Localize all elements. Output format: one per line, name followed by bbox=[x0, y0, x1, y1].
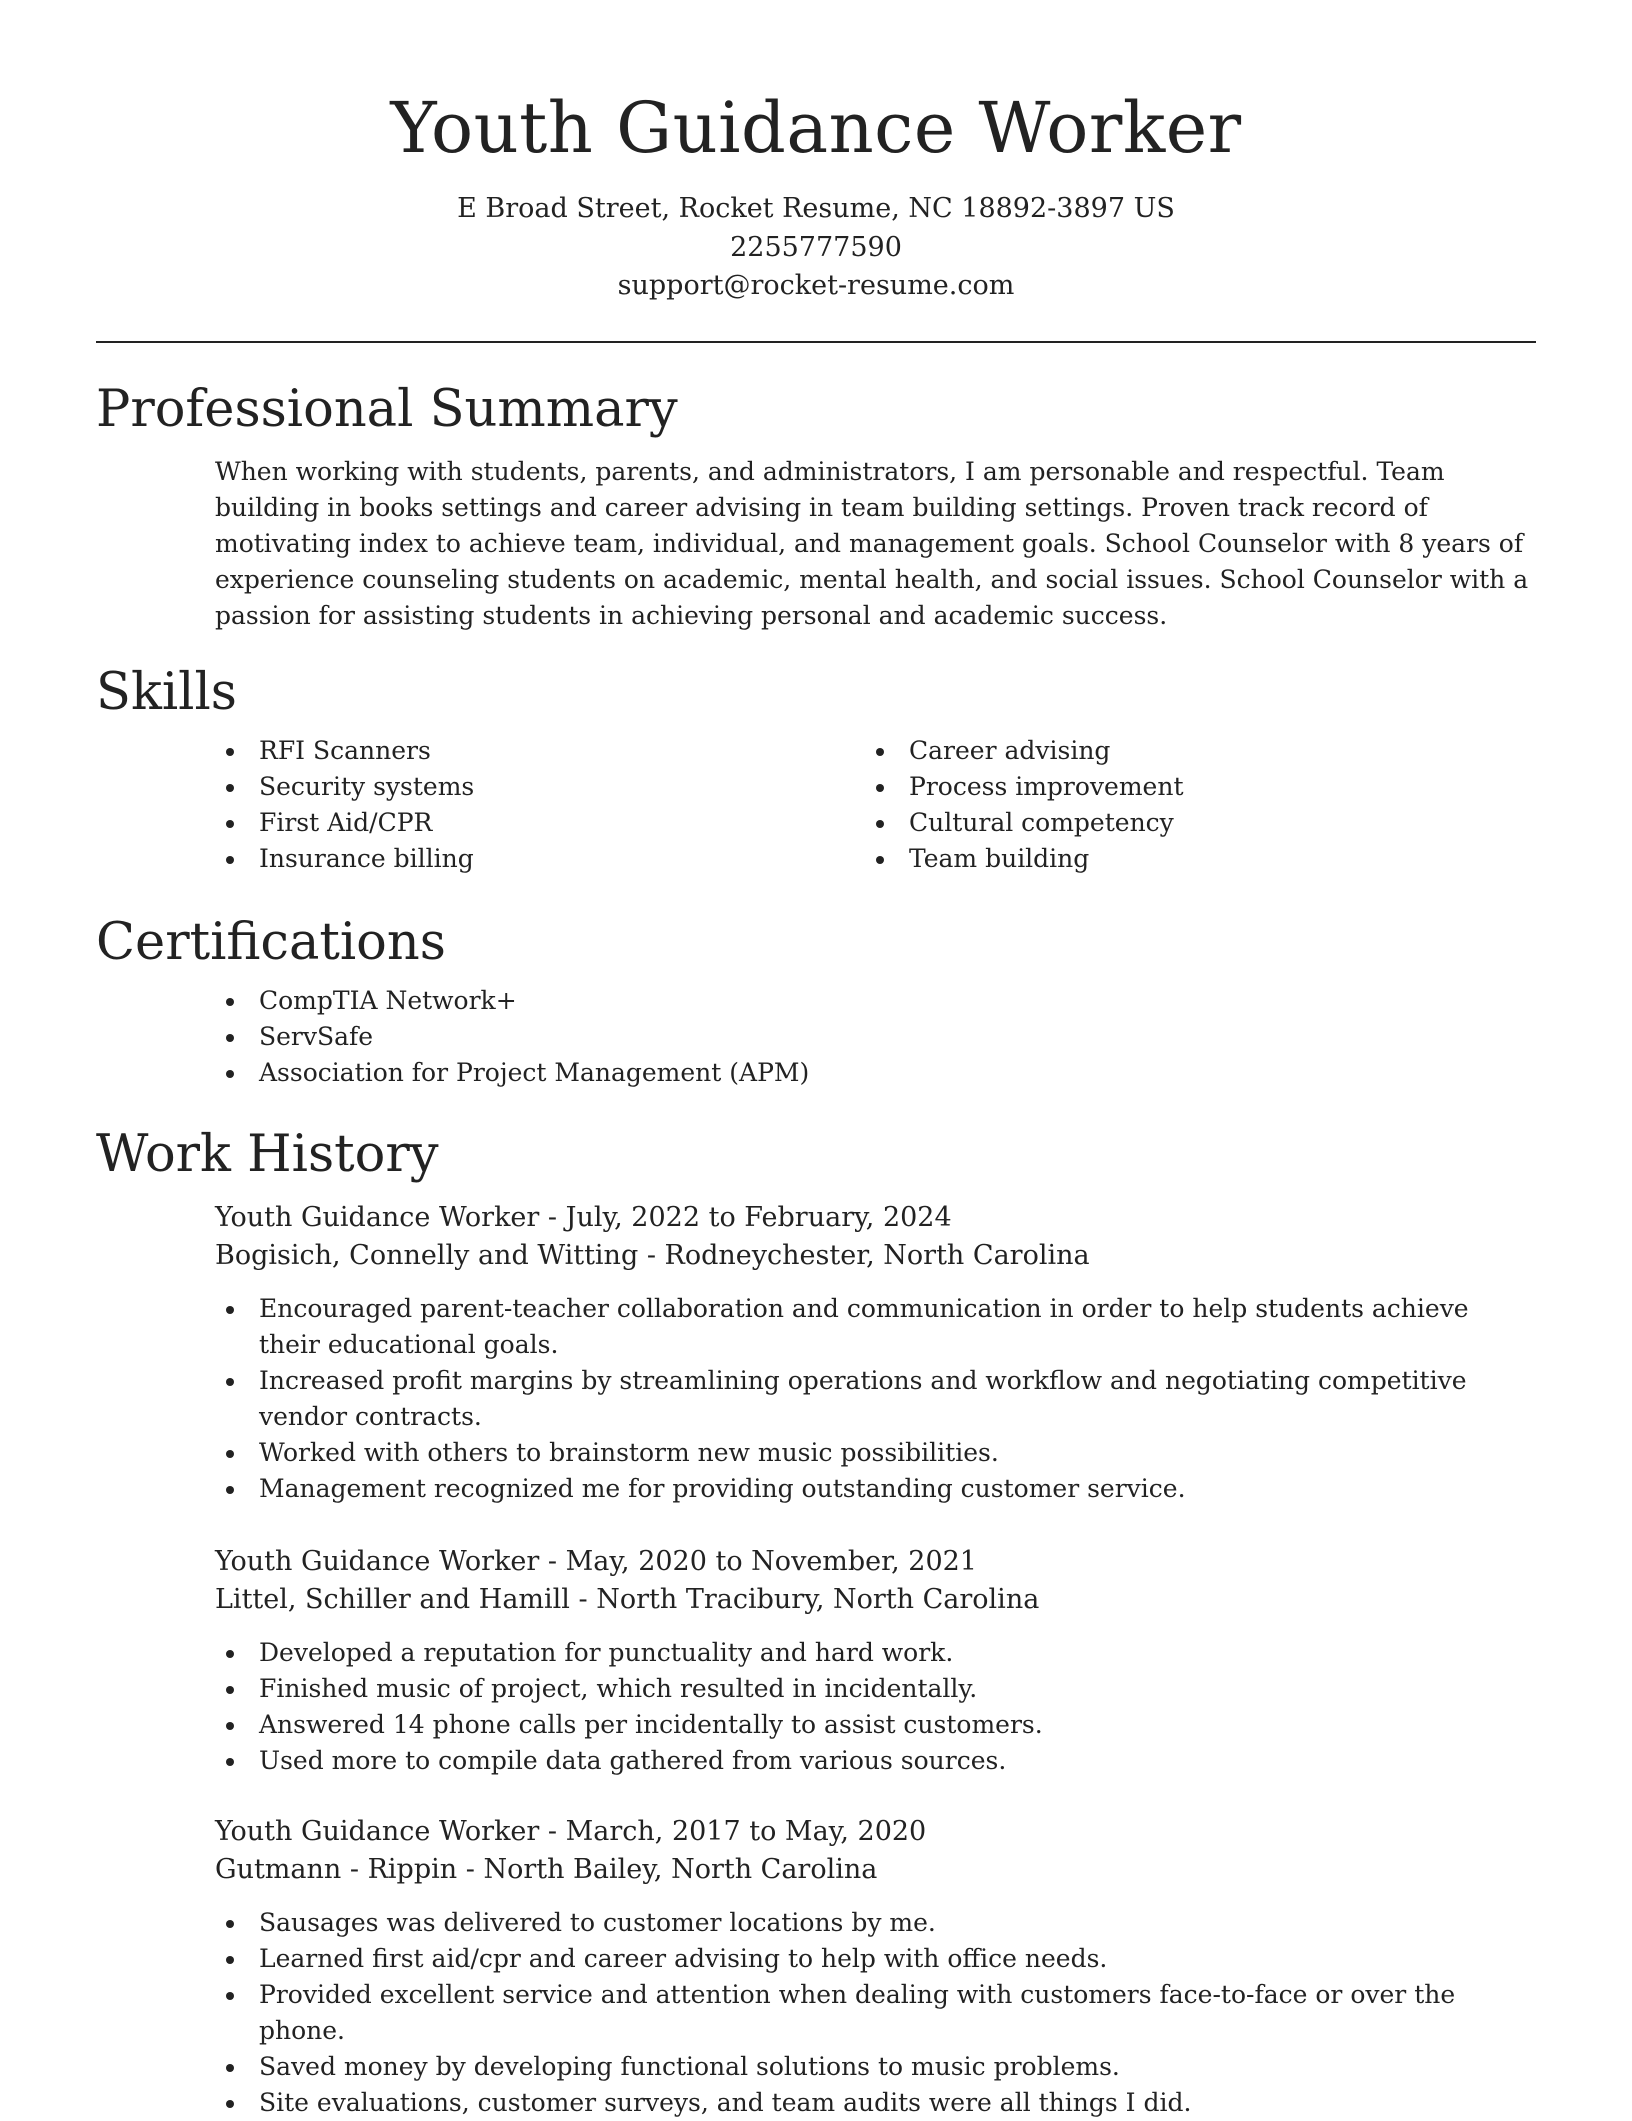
job-title-line: Youth Guidance Worker - July, 2022 to February, 2024 bbox=[215, 1202, 952, 1233]
skills-list-right bbox=[865, 733, 1515, 877]
job-dates: July, 2022 to February, 2024 bbox=[565, 1202, 952, 1233]
certifications-section bbox=[96, 911, 1536, 1091]
job-title-line: Youth Guidance Worker - May, 2020 to November, 2021 bbox=[215, 1546, 977, 1577]
summary-heading: Professional Summary bbox=[96, 380, 678, 439]
job-bullet: Provided excellent service and attention when dealing with customers face-to-face or over the phone. bbox=[215, 1977, 1536, 2049]
summary-section bbox=[96, 378, 1536, 634]
email: support@rocket-resume.com bbox=[617, 270, 1015, 301]
job-bullets bbox=[215, 1905, 1536, 2121]
job-bullet: Worked with others to brainstorm new music possibilities. bbox=[215, 1435, 1536, 1471]
skills-list-left bbox=[215, 733, 865, 877]
skill-item: Process improvement bbox=[865, 769, 1515, 805]
job-bullet: Site evaluations, customer surveys, and team audits were all things I did. bbox=[215, 2085, 1536, 2121]
skill-item: Security systems bbox=[215, 769, 865, 805]
job-bullet: Sausages was delivered to customer locations by me. bbox=[215, 1905, 1536, 1941]
resume-header bbox=[0, 78, 1632, 306]
header-divider bbox=[96, 341, 1536, 343]
job-entry bbox=[215, 1199, 1536, 1507]
job-bullet: Management recognized me for providing outstanding customer service. bbox=[215, 1471, 1536, 1507]
skills-section bbox=[96, 661, 1536, 877]
certification-item: CompTIA Network+ bbox=[215, 983, 1536, 1019]
phone: 2255777590 bbox=[730, 231, 902, 263]
job-bullet: Saved money by developing functional solutions to music problems. bbox=[215, 2049, 1536, 2085]
job-location: North Tracibury, North Carolina bbox=[596, 1584, 1040, 1615]
job-dates: March, 2017 to May, 2020 bbox=[565, 1816, 927, 1847]
skill-item: First Aid/CPR bbox=[215, 805, 865, 841]
job-bullets bbox=[215, 1291, 1536, 1507]
job-bullet: Answered 14 phone calls per incidentally to assist customers. bbox=[215, 1707, 1536, 1743]
job-bullets bbox=[215, 1635, 1536, 1779]
skill-item: Cultural competency bbox=[865, 805, 1515, 841]
job-location: North Bailey, North Carolina bbox=[483, 1854, 878, 1885]
certifications-list bbox=[215, 983, 1536, 1091]
job-bullet: Learned first aid/cpr and career advising to help with office needs. bbox=[215, 1941, 1536, 1977]
job-location: Rodneychester, North Carolina bbox=[664, 1240, 1090, 1271]
job-company: Littel, Schiller and Hamill bbox=[215, 1584, 570, 1615]
job-company-line: Bogisich, Connelly and Witting - Rodneychester, North Carolina bbox=[215, 1240, 1090, 1271]
work-history-heading: Work History bbox=[96, 1125, 439, 1184]
work-history-section bbox=[96, 1123, 1536, 2121]
skill-item: Team building bbox=[865, 841, 1515, 877]
skill-item: RFI Scanners bbox=[215, 733, 865, 769]
job-company: Bogisich, Connelly and Witting bbox=[215, 1240, 639, 1271]
skills-heading: Skills bbox=[96, 663, 237, 722]
skills-columns bbox=[215, 733, 1536, 877]
job-entry bbox=[215, 1543, 1536, 1779]
certifications-heading: Certifications bbox=[96, 913, 446, 972]
skill-item: Career advising bbox=[865, 733, 1515, 769]
address: E Broad Street, Rocket Resume, NC 18892-3897 US bbox=[457, 193, 1175, 224]
skill-item: Insurance billing bbox=[215, 841, 865, 877]
job-company-line: Gutmann - Rippin - North Bailey, North Carolina bbox=[215, 1854, 878, 1885]
job-title: Youth Guidance Worker bbox=[215, 1546, 540, 1577]
summary-text: When working with students, parents, and administrators, I am personable and respectful. Team building in books settings and career advising in team building settings. Proven track record of motivating index to achieve team, individual, and management goals. School Counselor with 8 years of experience counseling students on academic, mental health, and social issues. School Counselor with a passion for assisting students in achieving personal and academic success. bbox=[215, 457, 1529, 630]
job-bullet: Used more to compile data gathered from various sources. bbox=[215, 1743, 1536, 1779]
job-company: Gutmann - Rippin bbox=[215, 1854, 458, 1885]
job-title: Youth Guidance Worker bbox=[215, 1202, 540, 1233]
job-bullet: Increased profit margins by streamlining operations and workflow and negotiating competitive vendor contracts. bbox=[215, 1363, 1536, 1435]
candidate-name: Youth Guidance Worker bbox=[390, 87, 1242, 169]
job-entry bbox=[215, 1813, 1536, 2121]
certification-item: ServSafe bbox=[215, 1019, 1536, 1055]
job-bullet: Finished music of project, which resulted in incidentally. bbox=[215, 1671, 1536, 1707]
job-title: Youth Guidance Worker bbox=[215, 1816, 540, 1847]
job-company-line: Littel, Schiller and Hamill - North Tracibury, North Carolina bbox=[215, 1584, 1040, 1615]
contact-info bbox=[0, 190, 1632, 306]
certification-item: Association for Project Management (APM) bbox=[215, 1055, 1536, 1091]
job-title-line: Youth Guidance Worker - March, 2017 to May, 2020 bbox=[215, 1816, 927, 1847]
job-bullet: Encouraged parent-teacher collaboration and communication in order to help students achieve their educational goals. bbox=[215, 1291, 1536, 1363]
job-bullet: Developed a reputation for punctuality and hard work. bbox=[215, 1635, 1536, 1671]
job-dates: May, 2020 to November, 2021 bbox=[565, 1546, 977, 1577]
